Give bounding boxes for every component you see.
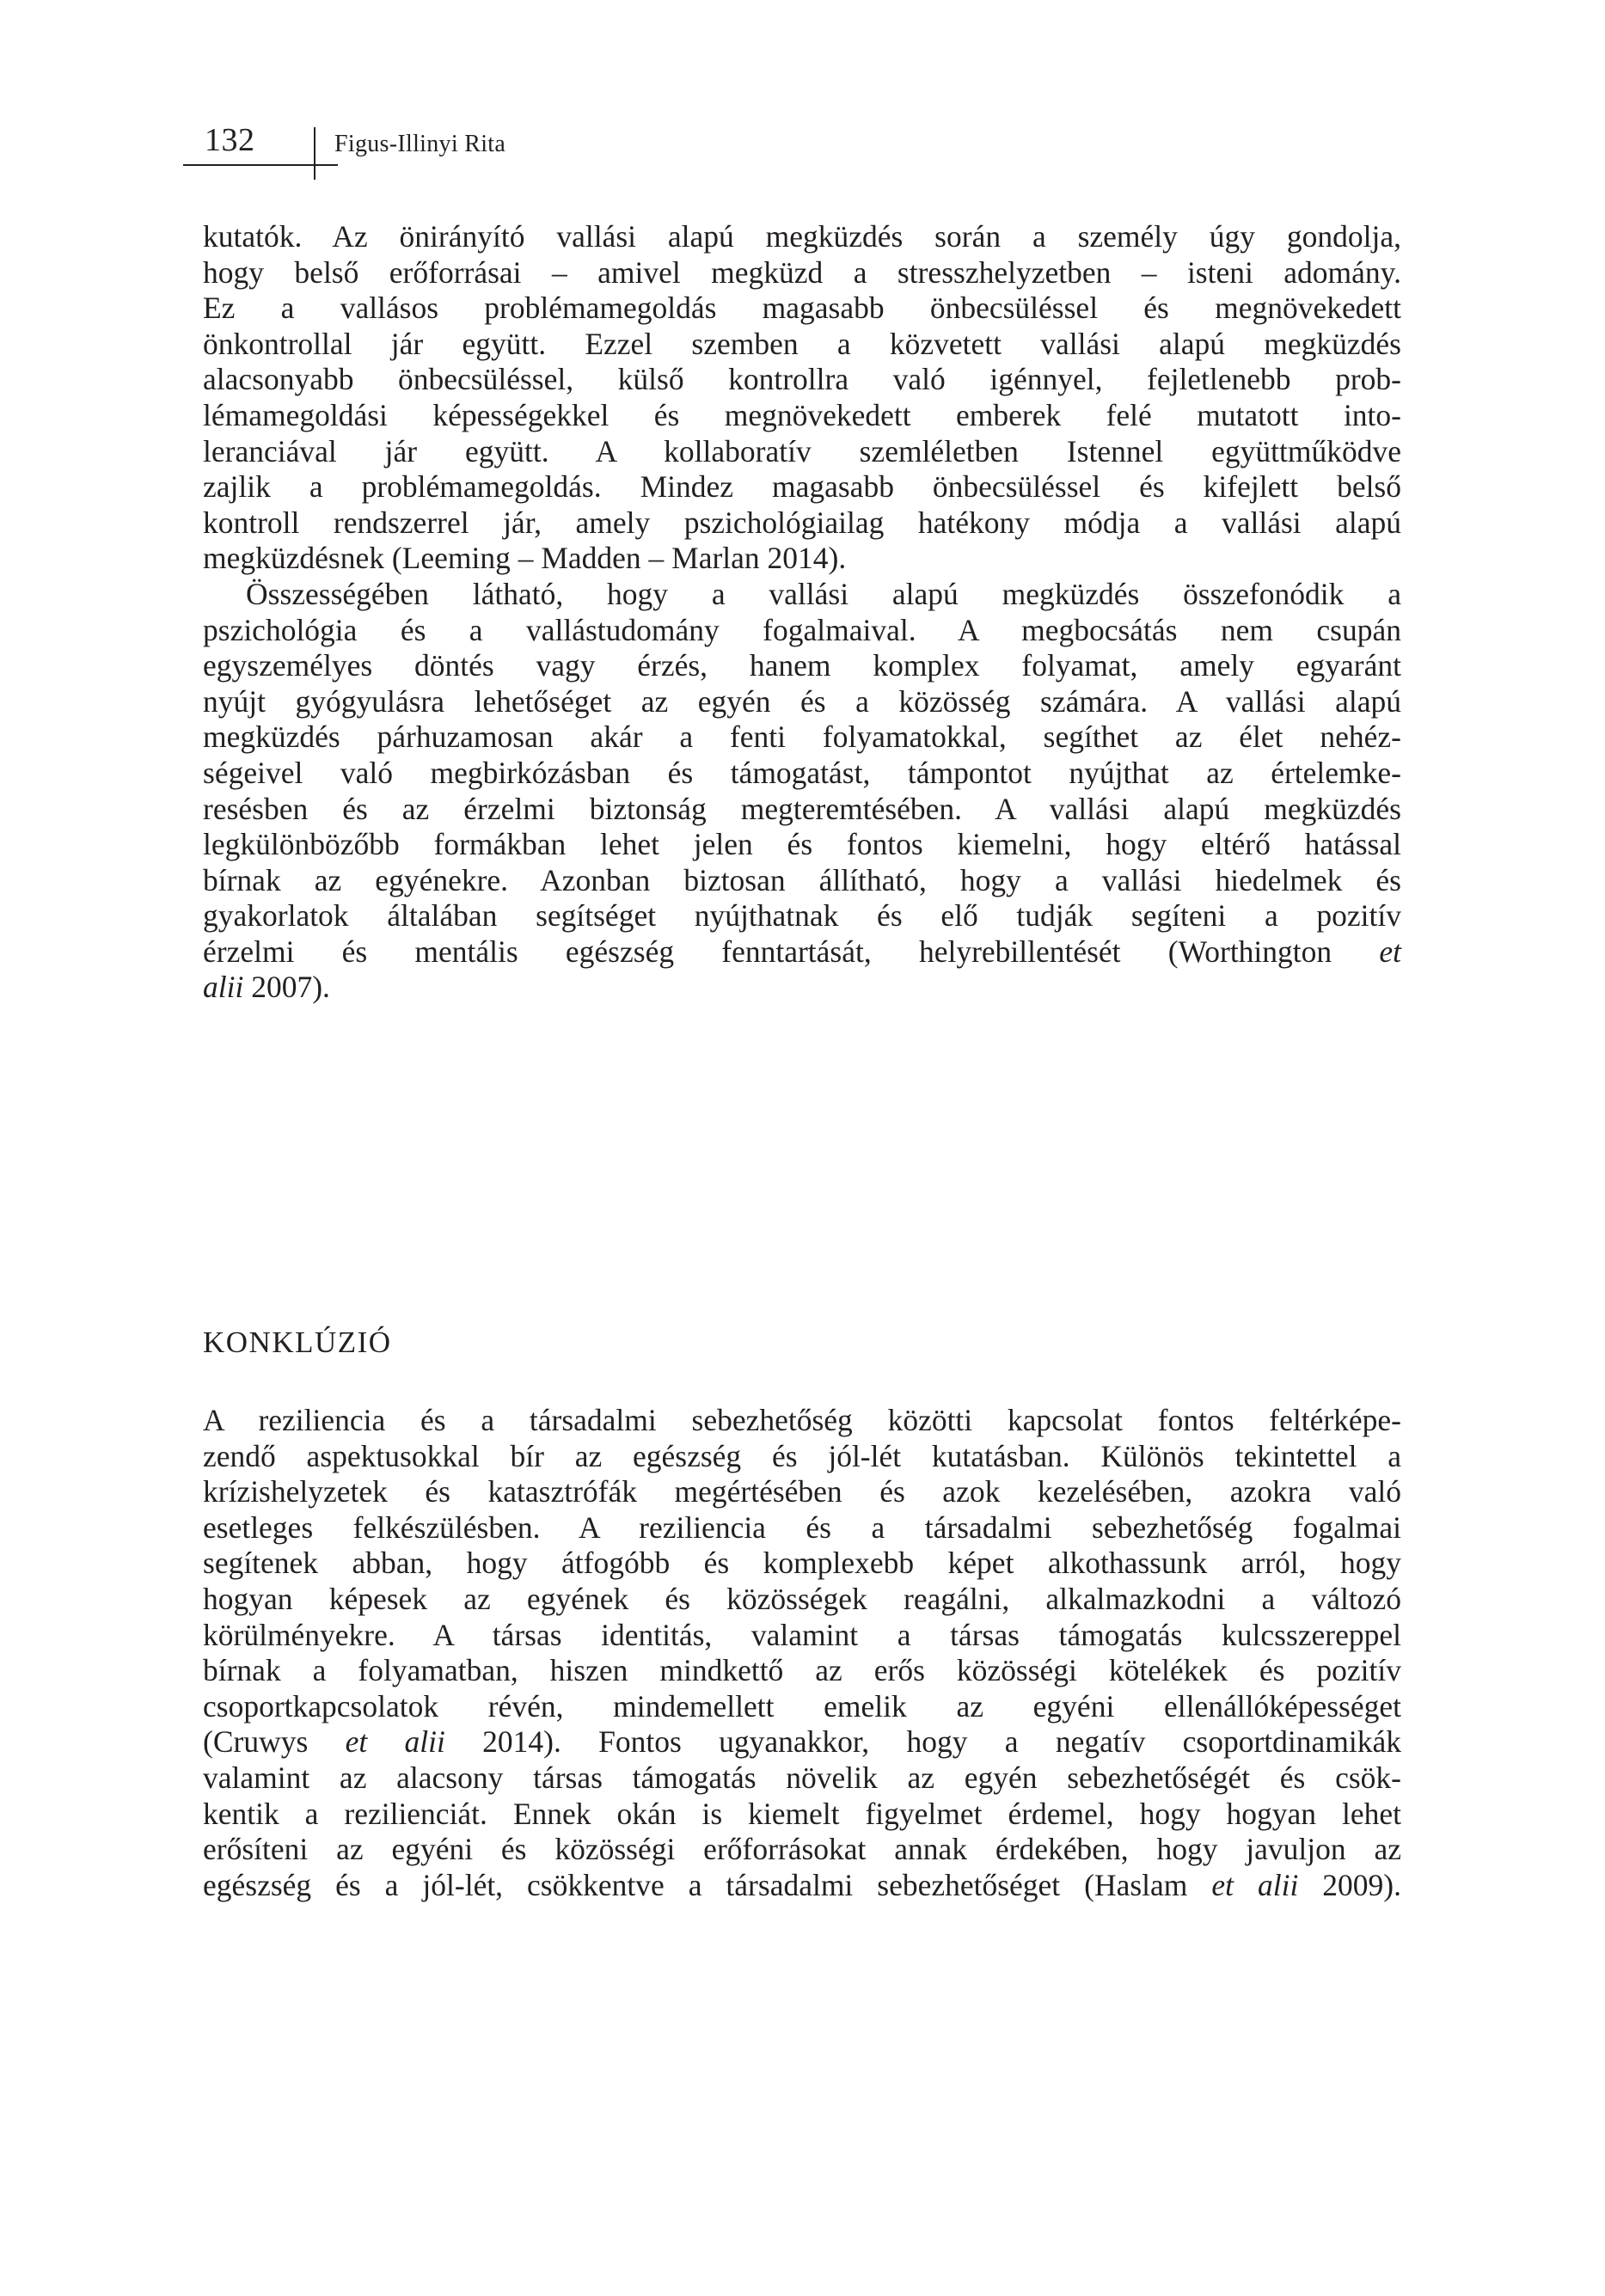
italic-citation: alii bbox=[203, 970, 244, 1005]
text-line: A reziliencia és a társadalmi sebezhetőség közötti kapcsolat fontos feltérképe- bbox=[203, 1403, 1401, 1437]
text-line: alacsonyabb önbecsüléssel, külső kontrollra való igénnyel, fejletlenebb prob- bbox=[203, 362, 1401, 397]
text-line: bírnak az egyénekre. Azonban biztosan állítható, hogy a vallási hiedelmek és bbox=[203, 862, 1401, 897]
paragraph-religious-coping bbox=[203, 219, 1401, 577]
text-line: segítenek abban, hogy átfogóbb és komplexebb képet alkothassunk arról, hogy bbox=[203, 1546, 1401, 1581]
text-segment: 2009). bbox=[1298, 1867, 1401, 1902]
page-number: 132 bbox=[205, 122, 255, 158]
text-segment: érzelmi és mentális egészség fenntartását, helyrebillentését (Worthington bbox=[203, 934, 1332, 969]
text-line: ségeivel való megbirkózásban és támogatást, támpontot nyújthat az értelemke- bbox=[203, 755, 1401, 790]
text-line: hogy belső erőforrásai – amivel megküzd a stresszhelyzetben – isteni adomány. bbox=[203, 254, 1401, 290]
text-line: csoportkapcsolatok révén, mindemellett emelik az egyéni ellenállóképességet bbox=[203, 1688, 1401, 1724]
text-line: pszichológia és a vallástudomány fogalmaival. A megbocsátás nem csupán bbox=[203, 612, 1401, 647]
text-line bbox=[203, 1868, 1401, 1904]
text-line: esetleges felkészülésben. A reziliencia és a társadalmi sebezhetőség fogalmai bbox=[203, 1509, 1401, 1545]
text-segment: egészség és a jól-lét, csökkentve a társadalmi sebezhetőséget (Haslam bbox=[203, 1867, 1212, 1902]
text-line: nyújt gyógyulásra lehetőséget az egyén és a közösség számára. A vallási alapú bbox=[203, 683, 1401, 719]
text-line: megküzdésnek (Leeming – Madden – Marlan 2014). bbox=[203, 541, 847, 576]
text-line: gyakorlatok általában segítséget nyújthatnak és elő tudják segíteni a pozitív bbox=[203, 898, 1401, 934]
text-line: kentik a rezilienciát. Ennek okán is kiemelt figyelmet érdemel, hogy hogyan lehet bbox=[203, 1796, 1401, 1831]
running-head bbox=[0, 0, 1605, 189]
text-segment: 2007). bbox=[243, 970, 330, 1005]
text-line bbox=[203, 934, 1401, 970]
text-line: kontroll rendszerrel jár, amely pszichológiailag hatékony módja a vallási alapú bbox=[203, 505, 1401, 540]
text-line: erősíteni az egyéni és közösségi erőforrásokat annak érdekében, hogy javuljon az bbox=[203, 1832, 1401, 1867]
running-head-author: Figus-Illinyi Rita bbox=[334, 131, 506, 157]
text-line: egyszemélyes döntés vagy érzés, hanem komplex folyamat, amely egyaránt bbox=[203, 648, 1401, 683]
text-line: hogyan képesek az egyének és közösségek reagálni, alkalmazkodni a változó bbox=[203, 1581, 1401, 1616]
italic-citation: et alii bbox=[345, 1724, 445, 1760]
text-line bbox=[203, 970, 1401, 1006]
text-line: leranciával jár együtt. A kollaboratív szemléletben Istennel együttműködve bbox=[203, 433, 1401, 468]
text-segment: 2014). Fontos ugyanakkor, hogy a negatív csoportdinamikák bbox=[444, 1724, 1401, 1760]
text-line: kutatók. Az önirányító vallási alapú megküzdés során a személy úgy gondolja, bbox=[203, 219, 1401, 254]
body-text-conclusion bbox=[203, 1403, 1401, 1903]
text-line: krízishelyzetek és katasztrófák megértésében és azok kezelésében, azokra való bbox=[203, 1474, 1401, 1509]
text-line: lémamegoldási képességekkel és megnövekedett emberek felé mutatott into- bbox=[203, 397, 1401, 432]
paragraph-summary bbox=[203, 577, 1401, 1006]
italic-citation: et bbox=[1379, 934, 1401, 969]
text-line bbox=[203, 1724, 1401, 1760]
paragraph-conclusion bbox=[203, 1403, 1401, 1903]
text-line: zajlik a problémamegoldás. Mindez magasabb önbecsüléssel és kifejlett belső bbox=[203, 469, 1401, 505]
text-line: Ez a vallásos problémamegoldás magasabb önbecsüléssel és megnövekedett bbox=[203, 291, 1401, 326]
text-segment: (Cruwys bbox=[203, 1724, 346, 1760]
text-line: legkülönbözőbb formákban lehet jelen és fontos kiemelni, hogy eltérő hatással bbox=[203, 827, 1401, 862]
body-text-upper bbox=[203, 219, 1401, 1006]
text-line: megküzdés párhuzamosan akár a fenti folyamatokkal, segíthet az élet nehéz- bbox=[203, 719, 1401, 755]
text-line: resésben és az érzelmi biztonság megteremtésében. A vallási alapú megküzdés bbox=[203, 791, 1401, 826]
section-heading: KONKLÚZIÓ bbox=[203, 1326, 392, 1359]
text-line: valamint az alacsony társas támogatás növelik az egyén sebezhetőségét és csök- bbox=[203, 1760, 1401, 1795]
italic-citation: et alii bbox=[1211, 1867, 1299, 1902]
text-line: Összességében látható, hogy a vallási alapú megküzdés összefonódik a bbox=[246, 576, 1401, 611]
text-line: önkontrollal jár együtt. Ezzel szemben a közvetett vallási alapú megküzdés bbox=[203, 326, 1401, 361]
header-vertical-rule bbox=[314, 127, 315, 180]
text-line: zendő aspektusokkal bír az egészség és jól-lét kutatásban. Különös tekintettel a bbox=[203, 1438, 1401, 1473]
text-line: bírnak a folyamatban, hiszen mindkettő az erős közösségi kötelékek és pozitív bbox=[203, 1653, 1401, 1688]
text-line: körülményekre. A társas identitás, valamint a társas támogatás kulcsszereppel bbox=[203, 1617, 1401, 1652]
